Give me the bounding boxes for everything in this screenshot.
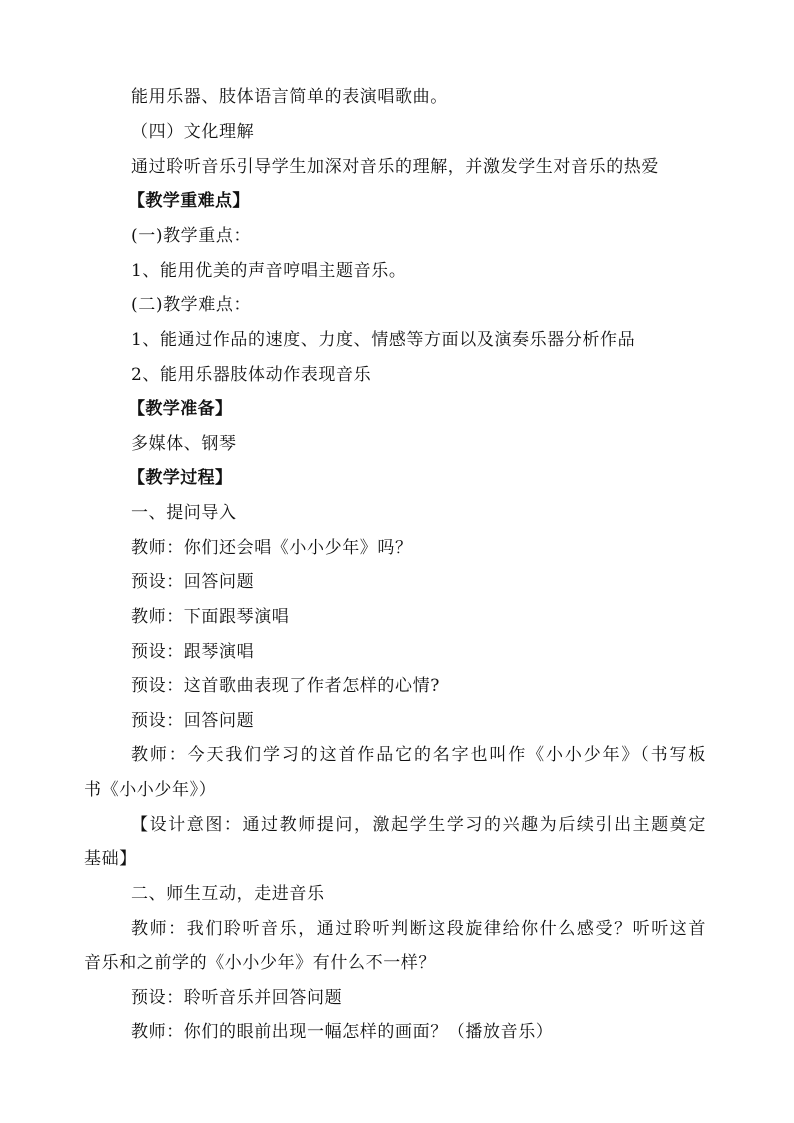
list-item: 1、能通过作品的速度、力度、情感等方面以及演奏乐器分析作品 [131,330,636,350]
dialogue-line: 教师：你们还会唱《小小少年》吗？ [131,538,413,558]
dialogue-line: 教师：今天我们学习的这首作品它的名字也叫作《小小少年》（书写板 [131,745,706,765]
list-item: 2、能用乐器肢体动作表现音乐 [131,365,372,385]
dialogue-line: 预设：回答问题 [131,572,255,592]
dialogue-line: 教师：我们聆听音乐，通过聆听判断这段旋律给你什么感受？听听这首 [131,919,706,939]
body-text-line: 通过聆听音乐引导学生加深对音乐的理解，并激发学生对音乐的热爱 [131,157,659,177]
dialogue-line: 教师：你们的眼前出现一幅怎样的画面？（播放音乐） [131,1022,554,1042]
section-heading-cultural-understanding: （四）文化理解 [131,122,255,142]
subheading-key-point: (一)教学重点： [131,226,252,246]
heading-teaching-preparation: 【教学准备】 [128,399,233,419]
dialogue-line: 预设：这首歌曲表现了作者怎样的心情? [131,676,440,696]
dialogue-line: 预设：跟琴演唱 [131,642,255,662]
dialogue-line: 预设：聆听音乐并回答问题 [131,988,343,1008]
list-item: 1、能用优美的声音哼唱主题音乐。 [131,261,407,281]
dialogue-line-continued: 书《小小少年》） [84,780,217,800]
section-heading-interaction: 二、师生互动，走进音乐 [131,884,325,904]
body-text-line: 多媒体、钢琴 [131,434,237,454]
design-intent-line: 【设计意图：通过教师提问，激起学生学习的兴趣为后续引出主题奠定 [131,815,706,835]
design-intent-line-continued: 基础】 [84,849,137,869]
heading-teaching-key-points: 【教学重难点】 [128,191,250,211]
dialogue-line-continued: 音乐和之前学的《小小少年》有什么不一样？ [84,953,436,973]
body-text-line: 能用乐器、肢体语言简单的表演唱歌曲。 [131,87,448,107]
heading-teaching-process: 【教学过程】 [128,468,233,488]
dialogue-line: 预设：回答问题 [131,711,255,731]
subheading-difficult-point: (二)教学难点： [131,295,252,315]
section-heading-introduction: 一、提问导入 [131,503,237,523]
dialogue-line: 教师：下面跟琴演唱 [131,607,290,627]
